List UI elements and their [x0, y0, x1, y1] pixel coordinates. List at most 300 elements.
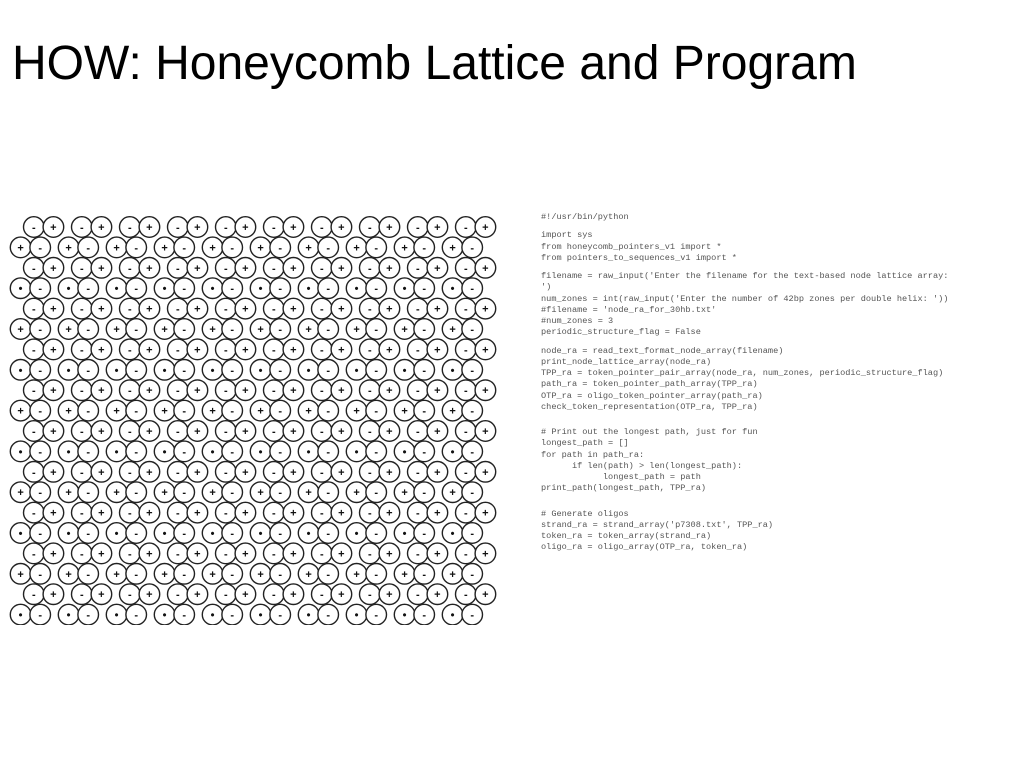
lattice-node	[91, 258, 112, 279]
code-line: #filename = 'node_ra_for_30hb.txt'	[541, 304, 717, 315]
lattice-node	[126, 604, 147, 625]
lattice-node-mark: •	[402, 364, 407, 377]
lattice-node	[456, 298, 477, 319]
lattice-node	[456, 584, 477, 605]
lattice-node	[414, 278, 435, 299]
lattice-node	[168, 258, 189, 279]
lattice-node	[222, 237, 243, 258]
lattice-node-mark: -	[223, 589, 228, 602]
lattice-node	[235, 217, 256, 238]
lattice-node	[331, 298, 352, 319]
lattice-node	[250, 400, 271, 421]
lattice-node-mark: -	[422, 487, 427, 500]
lattice-node-mark: -	[38, 364, 43, 377]
lattice-node-mark: +	[305, 487, 312, 500]
lattice-node-mark: -	[470, 446, 475, 459]
lattice-node-mark: -	[86, 364, 91, 377]
lattice-node-mark: -	[326, 609, 331, 622]
lattice-node	[72, 462, 93, 483]
lattice-node-mark: -	[230, 609, 235, 622]
lattice-node	[298, 604, 319, 625]
lattice-node	[30, 441, 51, 462]
lattice-node-mark: +	[242, 222, 249, 234]
lattice-node-mark: +	[305, 324, 312, 336]
lattice-node	[139, 217, 160, 238]
lattice-node-mark: •	[354, 528, 359, 540]
lattice-node	[360, 217, 381, 238]
lattice-node	[346, 278, 367, 299]
lattice-node	[10, 278, 31, 299]
lattice-node-mark: +	[338, 426, 345, 438]
lattice-node	[139, 502, 160, 523]
lattice-node	[235, 462, 256, 483]
lattice-node-mark: •	[402, 283, 407, 296]
lattice-node	[456, 421, 477, 442]
lattice-node-mark: -	[422, 446, 427, 459]
lattice-node-mark: -	[175, 466, 180, 479]
lattice-node-mark: -	[223, 548, 228, 561]
lattice-node	[30, 278, 51, 299]
lattice-node-mark: -	[79, 589, 84, 602]
lattice-node	[216, 543, 237, 564]
lattice-node-mark: -	[31, 548, 36, 561]
lattice-node-mark: -	[134, 568, 139, 581]
lattice-node	[24, 380, 45, 401]
lattice-node	[394, 237, 415, 258]
lattice-node	[30, 482, 51, 503]
lattice-node-mark: -	[182, 528, 187, 540]
lattice-node-mark: +	[209, 324, 216, 336]
lattice-node	[139, 584, 160, 605]
lattice-node	[346, 319, 367, 340]
lattice-node-mark: +	[338, 589, 345, 602]
lattice-node	[187, 298, 208, 319]
lattice-node-mark: -	[374, 283, 379, 296]
lattice-node	[394, 400, 415, 421]
lattice-node-mark: -	[230, 364, 235, 377]
lattice-node	[331, 584, 352, 605]
lattice-node-mark: -	[422, 609, 427, 622]
lattice-node-mark: •	[18, 446, 23, 459]
lattice-node	[298, 564, 319, 585]
lattice-node-mark: -	[326, 324, 331, 336]
lattice-node-mark: +	[434, 385, 441, 398]
lattice-node-mark: +	[98, 589, 105, 602]
lattice-node-mark: •	[306, 609, 311, 622]
lattice-node	[58, 564, 79, 585]
lattice-node	[318, 360, 339, 381]
lattice-node-mark: -	[374, 528, 379, 540]
lattice-node-mark: •	[210, 283, 215, 296]
lattice-node-mark: +	[290, 548, 297, 561]
lattice-node-mark: -	[415, 303, 420, 316]
lattice-node	[168, 298, 189, 319]
lattice-node	[360, 339, 381, 360]
lattice-node	[24, 258, 45, 279]
lattice-node	[264, 298, 285, 319]
lattice-node-mark: +	[434, 344, 441, 357]
lattice-node	[126, 278, 147, 299]
lattice-node	[222, 360, 243, 381]
lattice-node	[154, 523, 175, 544]
lattice-node-mark: +	[401, 487, 408, 500]
lattice-node-mark: +	[290, 426, 297, 438]
lattice-node	[331, 258, 352, 279]
lattice-node-mark: •	[66, 446, 71, 459]
lattice-node-mark: +	[98, 466, 105, 479]
lattice-node-mark: -	[415, 466, 420, 479]
lattice-node	[58, 360, 79, 381]
lattice-node	[442, 237, 463, 258]
lattice-node	[126, 482, 147, 503]
lattice-node-mark: -	[271, 589, 276, 602]
lattice-node	[174, 564, 195, 585]
lattice-node	[222, 523, 243, 544]
lattice-node-mark: +	[449, 242, 456, 255]
lattice-node-mark: +	[50, 548, 57, 561]
lattice-node	[462, 604, 483, 625]
code-line: #num_zones = 3	[541, 316, 614, 326]
lattice-node	[408, 339, 429, 360]
lattice-node	[270, 400, 291, 421]
lattice-node-mark: -	[31, 426, 36, 438]
lattice-node-mark: -	[415, 426, 420, 438]
lattice-node-mark: +	[50, 589, 57, 602]
lattice-node-mark: +	[113, 568, 120, 581]
lattice-node-mark: -	[31, 466, 36, 479]
lattice-node	[106, 482, 127, 503]
lattice-node	[408, 543, 429, 564]
lattice-node-mark: -	[175, 222, 180, 234]
lattice-node-mark: -	[367, 589, 372, 602]
lattice-node-mark: -	[367, 222, 372, 234]
lattice-node	[366, 400, 387, 421]
lattice-node-mark: +	[146, 222, 153, 234]
lattice-node	[235, 584, 256, 605]
lattice-node-mark: +	[113, 405, 120, 418]
lattice-node	[24, 502, 45, 523]
lattice-node-mark: +	[242, 262, 249, 275]
lattice-node-mark: +	[338, 548, 345, 561]
lattice-node-mark: -	[278, 568, 283, 581]
lattice-node	[379, 298, 400, 319]
lattice-node	[475, 258, 496, 279]
lattice-node-mark: +	[113, 487, 120, 500]
lattice-node	[408, 502, 429, 523]
lattice-node-mark: +	[50, 222, 57, 234]
lattice-node-mark: +	[50, 466, 57, 479]
lattice-node	[216, 421, 237, 442]
lattice-node	[78, 482, 99, 503]
lattice-node-mark: -	[127, 303, 132, 316]
lattice-node-mark: +	[305, 242, 312, 255]
lattice-node	[360, 584, 381, 605]
lattice-node	[168, 421, 189, 442]
lattice-node-mark: +	[242, 426, 249, 438]
lattice-node-mark: +	[65, 487, 72, 500]
lattice-node	[222, 604, 243, 625]
lattice-node	[408, 584, 429, 605]
lattice-node	[331, 543, 352, 564]
lattice-node-mark: -	[86, 242, 91, 255]
lattice-node-mark: •	[258, 446, 263, 459]
lattice-node-mark: -	[278, 283, 283, 296]
lattice-node	[427, 543, 448, 564]
lattice-node-mark: -	[175, 507, 180, 520]
lattice-node-mark: •	[306, 528, 311, 540]
lattice-node-mark: -	[86, 283, 91, 296]
lattice-node-mark: -	[38, 283, 43, 296]
lattice-node-mark: -	[223, 507, 228, 520]
lattice-node-mark: -	[374, 568, 379, 581]
lattice-node-mark: -	[319, 548, 324, 561]
lattice-node-mark: •	[162, 609, 167, 622]
lattice-node	[475, 543, 496, 564]
lattice-node	[462, 237, 483, 258]
lattice-node-mark: •	[66, 283, 71, 296]
lattice-node-mark: -	[38, 324, 43, 336]
lattice-node-mark: +	[257, 242, 264, 255]
lattice-node-mark: +	[242, 589, 249, 602]
lattice-node	[139, 258, 160, 279]
lattice-node	[264, 217, 285, 238]
code-line: from pointers_to_sequences_v1 import *	[541, 252, 737, 263]
lattice-node	[187, 258, 208, 279]
lattice-node-mark: +	[161, 324, 168, 336]
lattice-node-mark: +	[290, 466, 297, 479]
lattice-node-mark: +	[161, 487, 168, 500]
lattice-node-mark: -	[374, 609, 379, 622]
lattice-node-mark: -	[223, 303, 228, 316]
lattice-node	[331, 217, 352, 238]
lattice-node	[187, 339, 208, 360]
lattice-node-mark: +	[209, 405, 216, 418]
lattice-node	[312, 380, 333, 401]
lattice-node	[414, 400, 435, 421]
lattice-node-mark: +	[98, 222, 105, 234]
lattice-node-mark: -	[422, 528, 427, 540]
lattice-node	[394, 360, 415, 381]
lattice-node	[318, 237, 339, 258]
lattice-node-mark: -	[86, 528, 91, 540]
lattice-node-mark: +	[242, 507, 249, 520]
lattice-node	[58, 441, 79, 462]
lattice-node	[250, 523, 271, 544]
lattice-node	[379, 502, 400, 523]
lattice-node-mark: +	[386, 466, 393, 479]
lattice-node-mark: •	[450, 609, 455, 622]
lattice-node	[408, 462, 429, 483]
lattice-node-mark: -	[31, 303, 36, 316]
code-line	[541, 420, 1020, 427]
lattice-node-mark: -	[463, 303, 468, 316]
lattice-node	[202, 523, 223, 544]
code-line	[541, 413, 1020, 420]
lattice-node-mark: +	[482, 344, 489, 357]
code-line	[541, 502, 1020, 509]
lattice-node	[394, 482, 415, 503]
lattice-node	[43, 380, 64, 401]
lattice-node	[462, 400, 483, 421]
lattice-node	[202, 604, 223, 625]
lattice-node	[174, 441, 195, 462]
lattice-node	[250, 441, 271, 462]
honeycomb-lattice-diagram	[8, 215, 518, 625]
lattice-node-mark: •	[450, 364, 455, 377]
lattice-node	[298, 482, 319, 503]
code-line	[541, 223, 1020, 230]
lattice-node-mark: +	[401, 324, 408, 336]
lattice-node	[120, 584, 141, 605]
lattice-node-mark: +	[482, 507, 489, 520]
lattice-node-mark: +	[50, 426, 57, 438]
lattice-node-mark: •	[258, 609, 263, 622]
lattice-node-mark: •	[162, 364, 167, 377]
lattice-node-mark: +	[50, 385, 57, 398]
lattice-node-mark: +	[449, 405, 456, 418]
lattice-node-mark: +	[146, 426, 153, 438]
lattice-node	[78, 604, 99, 625]
lattice-node	[126, 564, 147, 585]
lattice-node-mark: +	[146, 507, 153, 520]
lattice-node	[10, 360, 31, 381]
lattice-node-mark: •	[354, 609, 359, 622]
lattice-node-mark: -	[278, 242, 283, 255]
lattice-node-mark: +	[305, 405, 312, 418]
lattice-node	[264, 421, 285, 442]
lattice-node-mark: -	[278, 609, 283, 622]
lattice-node	[318, 523, 339, 544]
lattice-node	[154, 441, 175, 462]
lattice-node	[312, 543, 333, 564]
lattice-node	[283, 584, 304, 605]
lattice-node-mark: -	[415, 222, 420, 234]
lattice-node	[318, 319, 339, 340]
lattice-node	[360, 258, 381, 279]
lattice-node-mark: -	[415, 548, 420, 561]
code-line: #!/usr/bin/python	[541, 212, 629, 222]
lattice-node-mark: -	[86, 405, 91, 418]
lattice-node-mark: +	[290, 385, 297, 398]
lattice-node-mark: -	[319, 262, 324, 275]
lattice-node	[379, 217, 400, 238]
lattice-node-mark: +	[257, 324, 264, 336]
lattice-node	[283, 217, 304, 238]
lattice-node	[366, 523, 387, 544]
lattice-node-mark: +	[65, 405, 72, 418]
lattice-node	[222, 482, 243, 503]
lattice-node	[283, 502, 304, 523]
lattice-node	[270, 604, 291, 625]
lattice-node	[270, 441, 291, 462]
lattice-node-mark: -	[415, 262, 420, 275]
code-line: periodic_structure_flag = False	[541, 327, 701, 338]
lattice-node	[379, 339, 400, 360]
lattice-node	[91, 502, 112, 523]
lattice-node	[475, 584, 496, 605]
lattice-node-mark: -	[367, 262, 372, 275]
lattice-node-mark: +	[194, 262, 201, 275]
lattice-node-mark: +	[305, 568, 312, 581]
lattice-node-mark: •	[354, 283, 359, 296]
lattice-node	[312, 462, 333, 483]
lattice-node-mark: •	[66, 528, 71, 540]
lattice-node	[283, 339, 304, 360]
lattice-node-mark: -	[38, 609, 43, 622]
lattice-node-mark: -	[463, 507, 468, 520]
lattice-node	[264, 339, 285, 360]
lattice-node-mark: +	[146, 303, 153, 316]
lattice-node-mark: +	[242, 548, 249, 561]
lattice-node-mark: +	[338, 466, 345, 479]
code-line: filename = raw_input('Enter the filename for the text-based node lattice array:	[541, 271, 954, 281]
lattice-node-mark: +	[242, 303, 249, 316]
lattice-node-mark: •	[450, 283, 455, 296]
lattice-node	[360, 502, 381, 523]
lattice-node	[72, 298, 93, 319]
lattice-node	[298, 278, 319, 299]
lattice-node	[58, 482, 79, 503]
lattice-node	[78, 400, 99, 421]
lattice-node-mark: •	[306, 446, 311, 459]
lattice-node	[298, 360, 319, 381]
lattice-node	[346, 604, 367, 625]
lattice-node	[366, 441, 387, 462]
lattice-node	[427, 584, 448, 605]
lattice-node-mark: +	[194, 426, 201, 438]
lattice-node-mark: -	[319, 303, 324, 316]
lattice-node	[106, 441, 127, 462]
lattice-node-mark: -	[463, 344, 468, 357]
lattice-node	[456, 258, 477, 279]
lattice-node-mark: +	[17, 487, 24, 500]
lattice-node-mark: -	[271, 548, 276, 561]
lattice-node	[202, 237, 223, 258]
lattice-node-mark: -	[326, 528, 331, 540]
lattice-node	[30, 237, 51, 258]
lattice-node-mark: -	[79, 262, 84, 275]
lattice-node-mark: -	[230, 487, 235, 500]
lattice-node	[331, 380, 352, 401]
lattice-node	[360, 421, 381, 442]
lattice-node-mark: +	[194, 548, 201, 561]
lattice-node	[346, 564, 367, 585]
lattice-node-mark: +	[146, 466, 153, 479]
lattice-node-mark: -	[127, 466, 132, 479]
lattice-node	[72, 502, 93, 523]
lattice-node	[475, 339, 496, 360]
lattice-node	[43, 462, 64, 483]
lattice-node	[174, 319, 195, 340]
lattice-node-mark: -	[31, 589, 36, 602]
lattice-node-mark: -	[422, 242, 427, 255]
code-line: print_path(longest_path, TPP_ra)	[541, 483, 707, 494]
lattice-node-mark: -	[463, 426, 468, 438]
lattice-node	[346, 237, 367, 258]
lattice-node	[414, 564, 435, 585]
lattice-node	[442, 564, 463, 585]
lattice-node-mark: +	[353, 405, 360, 418]
lattice-node	[264, 462, 285, 483]
lattice-node	[408, 258, 429, 279]
lattice-node	[312, 584, 333, 605]
lattice-node-mark: -	[463, 589, 468, 602]
lattice-node-mark: +	[434, 507, 441, 520]
lattice-node	[250, 278, 271, 299]
lattice-node-mark: -	[463, 385, 468, 398]
lattice-node-mark: +	[17, 242, 24, 255]
code-line: # Print out the longest path, just for fun	[541, 427, 758, 437]
